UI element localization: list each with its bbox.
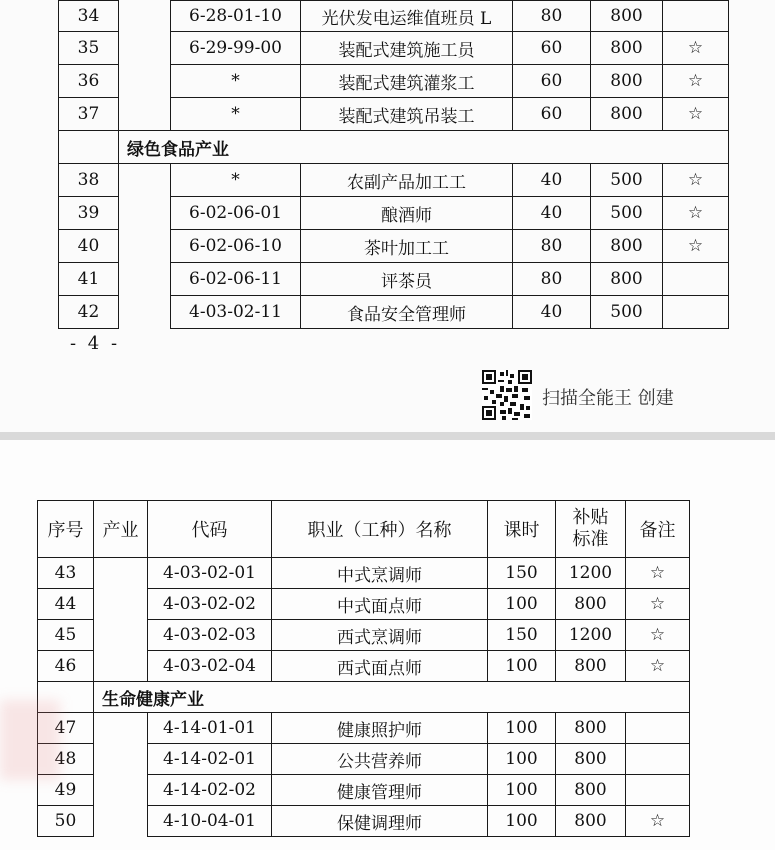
- header-occupation-name: 职业（工种）名称: [272, 501, 488, 558]
- header-number: 序号: [38, 501, 94, 558]
- row-number: 39: [59, 197, 119, 230]
- note-star-icon: ☆: [663, 164, 729, 197]
- occupation-name: 中式面点师: [272, 589, 488, 620]
- occupation-code: 6-02-06-10: [171, 230, 301, 263]
- class-hours: 80: [513, 1, 591, 32]
- class-hours: 60: [513, 65, 591, 98]
- occupation-name: 装配式建筑灌浆工: [301, 65, 513, 98]
- class-hours: 100: [488, 744, 556, 775]
- occupation-code: 4-14-02-02: [148, 775, 272, 806]
- row-number: 40: [59, 230, 119, 263]
- table-row: [59, 164, 729, 197]
- occupation-name: 装配式建筑吊装工: [301, 98, 513, 131]
- occupation-name: 评茶员: [301, 263, 513, 296]
- row-number: 46: [38, 651, 94, 682]
- occupation-code: 4-03-02-03: [148, 620, 272, 651]
- table-row: [38, 713, 690, 744]
- row-number: 44: [38, 589, 94, 620]
- note-star-icon: [626, 713, 690, 744]
- subsidy-amount: 800: [591, 263, 663, 296]
- class-hours: 100: [488, 651, 556, 682]
- row-number: 34: [59, 1, 119, 32]
- row-number: 35: [59, 32, 119, 65]
- class-hours: 60: [513, 32, 591, 65]
- subsidy-amount: 800: [556, 651, 626, 682]
- occupation-name: 健康照护师: [272, 713, 488, 744]
- subsidy-amount: 800: [591, 230, 663, 263]
- occupation-code: 4-10-04-01: [148, 806, 272, 837]
- occupation-name: 健康管理师: [272, 775, 488, 806]
- section-row: [38, 682, 690, 713]
- occupation-name: 中式烹调师: [272, 558, 488, 589]
- note-star-icon: ☆: [626, 806, 690, 837]
- note-star-icon: [663, 263, 729, 296]
- occupation-table-page-4: [58, 0, 729, 329]
- industry-cell: [119, 164, 171, 329]
- section-title: 生命健康产业: [94, 682, 690, 713]
- row-number: 50: [38, 806, 94, 837]
- class-hours: 40: [513, 197, 591, 230]
- row-number: 43: [38, 558, 94, 589]
- occupation-name: 公共营养师: [272, 744, 488, 775]
- occupation-code: 6-28-01-10: [171, 1, 301, 32]
- table-row: [38, 558, 690, 589]
- row-number: 36: [59, 65, 119, 98]
- note-star-icon: ☆: [663, 230, 729, 263]
- occupation-name: 西式面点师: [272, 651, 488, 682]
- note-star-icon: ☆: [626, 558, 690, 589]
- occupation-code: 4-03-02-04: [148, 651, 272, 682]
- class-hours: 100: [488, 806, 556, 837]
- note-star-icon: ☆: [663, 98, 729, 131]
- occupation-name: 农副产品加工工: [301, 164, 513, 197]
- occupation-name: 茶叶加工工: [301, 230, 513, 263]
- document-page-5: [0, 440, 775, 850]
- section-title: 绿色食品产业: [119, 131, 729, 164]
- note-star-icon: ☆: [626, 620, 690, 651]
- note-star-icon: [663, 1, 729, 32]
- class-hours: 40: [513, 164, 591, 197]
- occupation-code: 4-03-02-01: [148, 558, 272, 589]
- subsidy-amount: 500: [591, 197, 663, 230]
- subsidy-amount: 1200: [556, 558, 626, 589]
- subsidy-amount: 800: [591, 1, 663, 32]
- note-star-icon: ☆: [626, 651, 690, 682]
- subsidy-amount: 500: [591, 296, 663, 329]
- class-hours: 80: [513, 263, 591, 296]
- occupation-code: 4-03-02-11: [171, 296, 301, 329]
- row-number: 38: [59, 164, 119, 197]
- occupation-code: 4-14-02-01: [148, 744, 272, 775]
- industry-cell: [94, 558, 148, 682]
- table-row: [59, 1, 729, 32]
- header-code: 代码: [148, 501, 272, 558]
- subsidy-amount: 500: [591, 164, 663, 197]
- note-star-icon: ☆: [626, 589, 690, 620]
- note-star-icon: [626, 744, 690, 775]
- row-number: 37: [59, 98, 119, 131]
- header-note: 备注: [626, 501, 690, 558]
- occupation-code: 6-29-99-00: [171, 32, 301, 65]
- row-number: 41: [59, 263, 119, 296]
- subsidy-amount: 800: [556, 589, 626, 620]
- header-subsidy: 补贴标准: [556, 501, 626, 558]
- subsidy-amount: 1200: [556, 620, 626, 651]
- row-number: 47: [38, 713, 94, 744]
- note-star-icon: ☆: [663, 65, 729, 98]
- header-industry: 产业: [94, 501, 148, 558]
- table-header-row: [38, 501, 690, 558]
- red-stamp-bleed: [0, 700, 60, 780]
- row-number: 42: [59, 296, 119, 329]
- page-number: - 4 -: [70, 333, 121, 354]
- occupation-code: *: [171, 98, 301, 131]
- row-number: 49: [38, 775, 94, 806]
- note-star-icon: [626, 775, 690, 806]
- occupation-code: *: [171, 164, 301, 197]
- scanner-watermark: 扫描全能王 创建: [542, 388, 674, 409]
- occupation-name: 光伏发电运维值班员 L: [301, 1, 513, 32]
- subsidy-amount: 800: [556, 806, 626, 837]
- qr-code-icon: [482, 370, 532, 420]
- occupation-name: 西式烹调师: [272, 620, 488, 651]
- header-class-hours: 课时: [488, 501, 556, 558]
- row-number: 45: [38, 620, 94, 651]
- section-spacer: [59, 131, 119, 164]
- subsidy-amount: 800: [591, 65, 663, 98]
- occupation-table-page-5: [37, 500, 690, 837]
- subsidy-amount: 800: [556, 713, 626, 744]
- subsidy-amount: 800: [556, 775, 626, 806]
- section-row: [59, 131, 729, 164]
- class-hours: 100: [488, 589, 556, 620]
- note-star-icon: ☆: [663, 197, 729, 230]
- occupation-code: 6-02-06-01: [171, 197, 301, 230]
- occupation-code: 6-02-06-11: [171, 263, 301, 296]
- class-hours: 80: [513, 230, 591, 263]
- occupation-name: 食品安全管理师: [301, 296, 513, 329]
- occupation-name: 装配式建筑施工员: [301, 32, 513, 65]
- occupation-code: 4-14-01-01: [148, 713, 272, 744]
- class-hours: 40: [513, 296, 591, 329]
- industry-cell: [119, 1, 171, 131]
- subsidy-amount: 800: [556, 744, 626, 775]
- occupation-code: 4-03-02-02: [148, 589, 272, 620]
- class-hours: 150: [488, 558, 556, 589]
- class-hours: 150: [488, 620, 556, 651]
- class-hours: 100: [488, 713, 556, 744]
- occupation-code: *: [171, 65, 301, 98]
- industry-cell: [94, 713, 148, 837]
- subsidy-amount: 800: [591, 98, 663, 131]
- occupation-name: 保健调理师: [272, 806, 488, 837]
- occupation-name: 酿酒师: [301, 197, 513, 230]
- class-hours: 60: [513, 98, 591, 131]
- class-hours: 100: [488, 775, 556, 806]
- subsidy-amount: 800: [591, 32, 663, 65]
- row-number: 48: [38, 744, 94, 775]
- note-star-icon: [663, 296, 729, 329]
- note-star-icon: ☆: [663, 32, 729, 65]
